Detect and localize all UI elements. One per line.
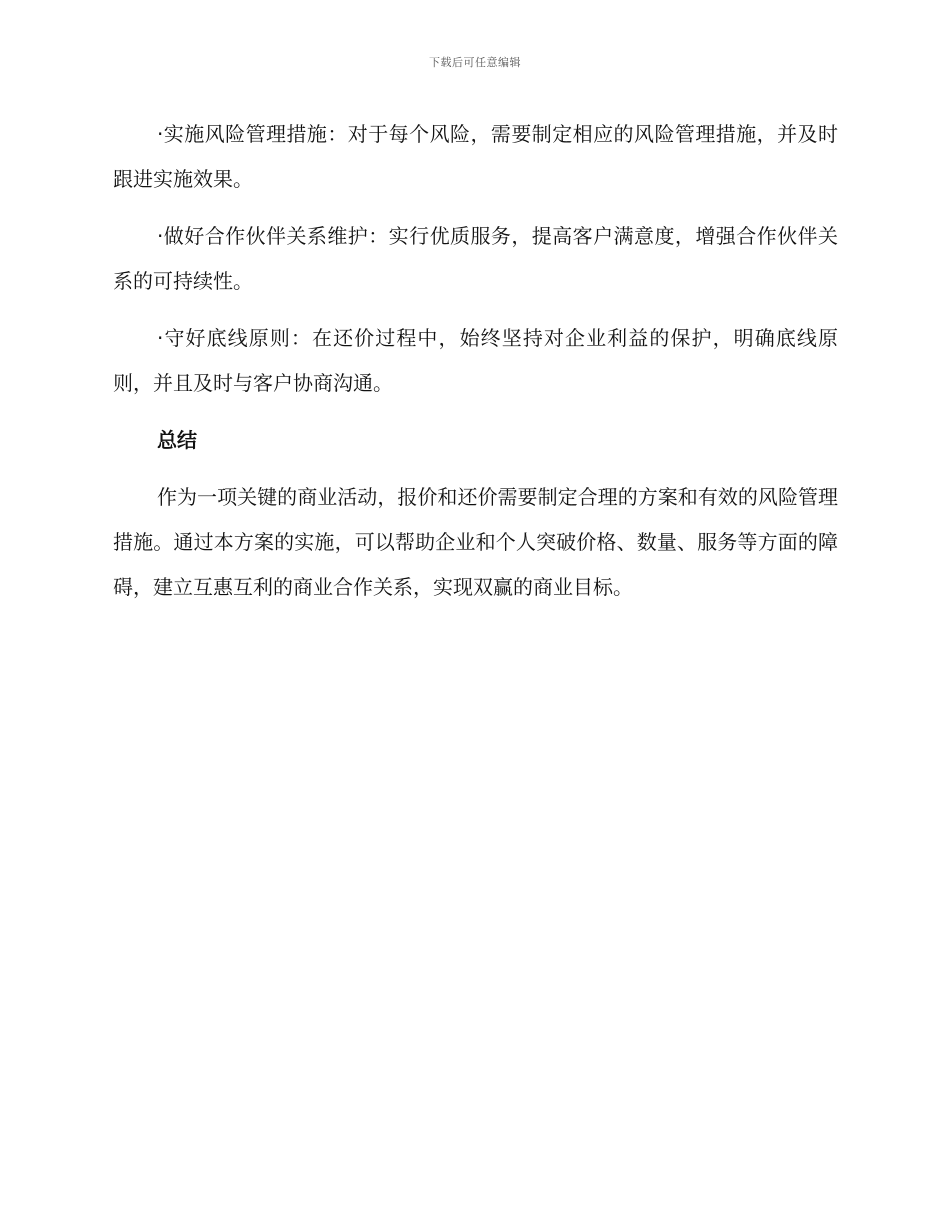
summary-paragraph: 作为一项关键的商业活动，报价和还价需要制定合理的方案和有效的风险管理措施。通过本方案的实施，可以帮助企业和个人突破价格、数量、服务等方面的障碍，建立互惠互利的商业合作关系，实现双赢的商业目标。 xyxy=(113,485,838,599)
bullet-risk-management: ·实施风险管理措施：对于每个风险，需要制定相应的风险管理措施，并及时跟进实施效果。 xyxy=(113,122,838,191)
document-body xyxy=(113,112,838,622)
summary-heading: 总结 xyxy=(157,428,197,452)
page-header-note: 下载后可任意编辑 xyxy=(429,56,521,69)
bullet-partner-relations: ·做好合作伙伴关系维护：实行优质服务，提高客户满意度，增强合作伙伴关系的可持续性。 xyxy=(113,224,838,293)
bullet-bottom-line: ·守好底线原则：在还价过程中，始终坚持对企业利益的保护，明确底线原则，并且及时与客户协商沟通。 xyxy=(113,326,838,395)
